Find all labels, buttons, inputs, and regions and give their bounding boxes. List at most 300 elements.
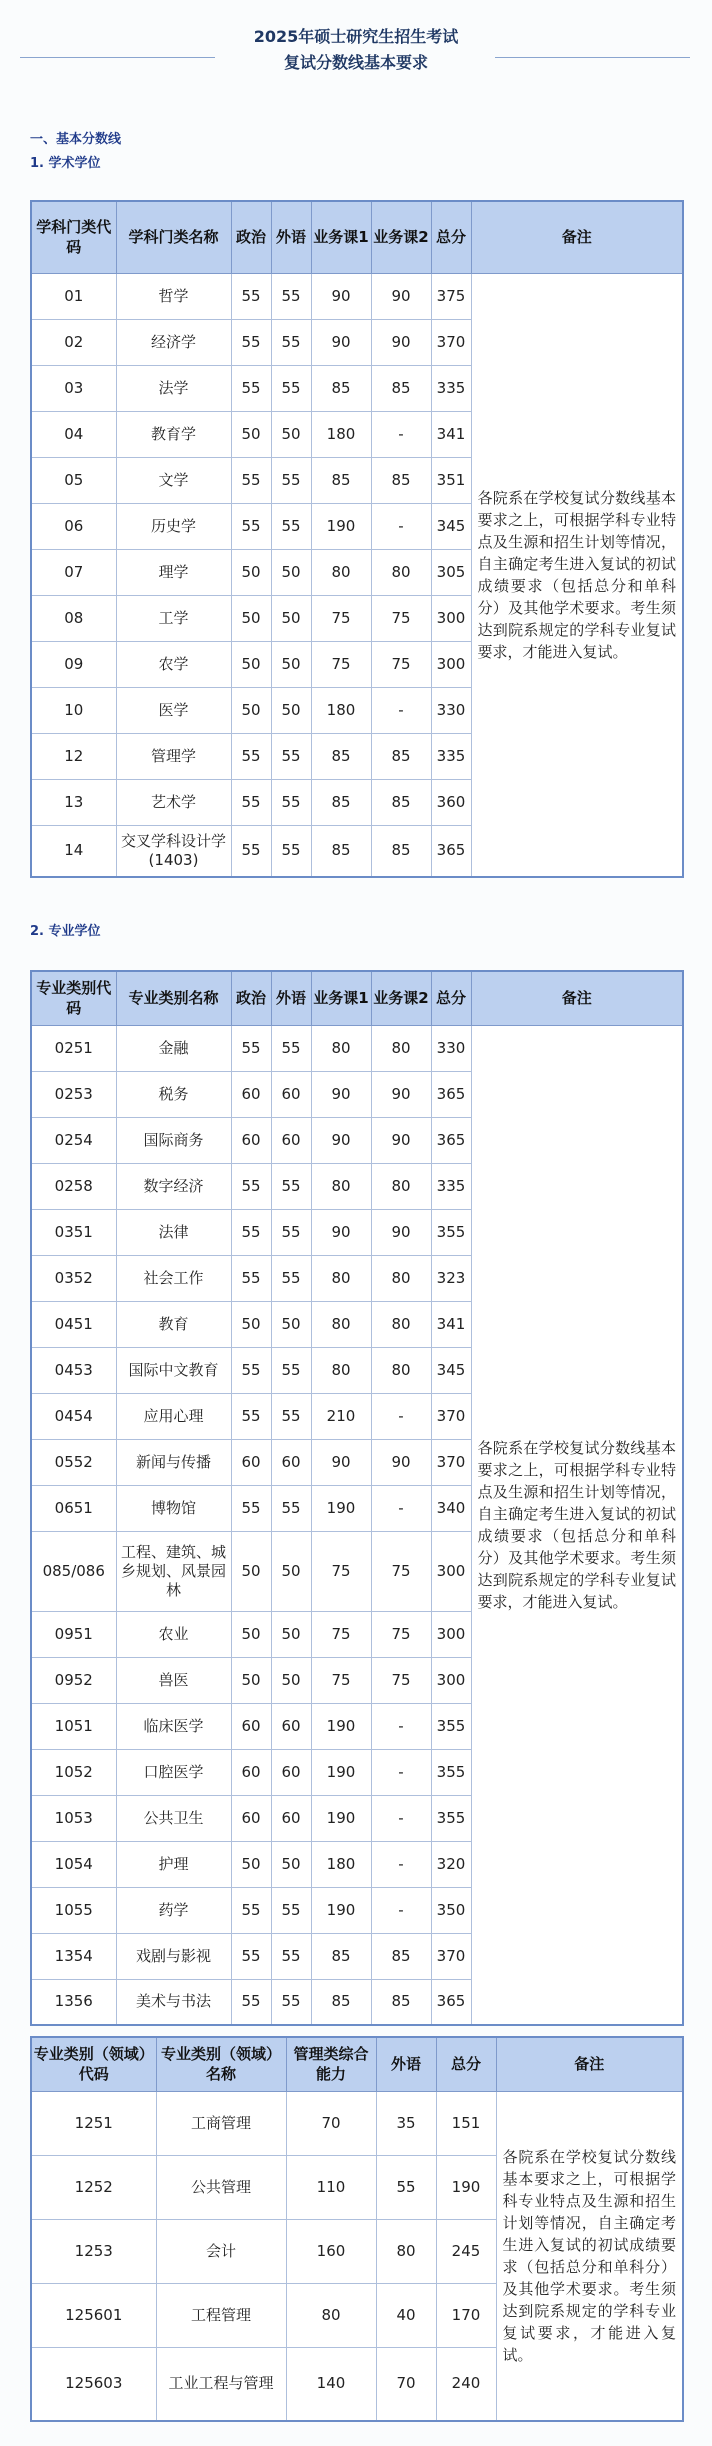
cell-foreign-language: 55	[271, 1933, 311, 1979]
cell-subject2: 80	[371, 1255, 431, 1301]
cell-name: 经济学	[116, 319, 231, 365]
cell-code: 1054	[31, 1841, 116, 1887]
cell-politics: 55	[231, 503, 271, 549]
cell-foreign-language: 55	[271, 503, 311, 549]
cell-foreign-language: 60	[271, 1795, 311, 1841]
cell-management-ability: 140	[286, 2347, 376, 2421]
cell-foreign-language: 50	[271, 641, 311, 687]
cell-total: 300	[431, 641, 471, 687]
cell-politics: 55	[231, 1255, 271, 1301]
cell-code: 0951	[31, 1611, 116, 1657]
cell-subject2: -	[371, 1485, 431, 1531]
cell-name: 税务	[116, 1071, 231, 1117]
cell-subject1: 90	[311, 1071, 371, 1117]
cell-politics: 55	[231, 457, 271, 503]
cell-subject2: -	[371, 411, 431, 457]
cell-code: 1251	[31, 2091, 156, 2155]
cell-subject1: 80	[311, 1163, 371, 1209]
cell-name: 美术与书法	[116, 1979, 231, 2025]
cell-total: 341	[431, 1301, 471, 1347]
cell-name: 教育学	[116, 411, 231, 457]
cell-total: 370	[431, 1439, 471, 1485]
cell-foreign-language: 70	[376, 2347, 436, 2421]
cell-code: 12	[31, 733, 116, 779]
academic-degree-table	[30, 200, 684, 878]
cell-subject2: 85	[371, 825, 431, 877]
cell-total: 300	[431, 1611, 471, 1657]
cell-name: 国际中文教育	[116, 1347, 231, 1393]
table-row	[31, 2091, 683, 2155]
table-header-row	[31, 201, 683, 273]
cell-code: 06	[31, 503, 116, 549]
cell-name: 工程、建筑、城乡规划、风景园林	[116, 1531, 231, 1611]
cell-politics: 50	[231, 1611, 271, 1657]
cell-subject1: 85	[311, 825, 371, 877]
header-code: 专业类别代码	[31, 971, 116, 1025]
cell-name: 工业工程与管理	[156, 2347, 286, 2421]
cell-name: 公共管理	[156, 2155, 286, 2219]
cell-subject1: 80	[311, 1301, 371, 1347]
cell-name: 临床医学	[116, 1703, 231, 1749]
cell-politics: 55	[231, 1347, 271, 1393]
cell-total: 335	[431, 1163, 471, 1209]
cell-foreign-language: 50	[271, 1531, 311, 1611]
cell-subject1: 180	[311, 1841, 371, 1887]
cell-foreign-language: 50	[271, 595, 311, 641]
cell-foreign-language: 40	[376, 2283, 436, 2347]
cell-subject2: -	[371, 1887, 431, 1933]
cell-subject1: 90	[311, 273, 371, 319]
table-row	[31, 273, 683, 319]
cell-subject1: 190	[311, 503, 371, 549]
cell-name: 管理学	[116, 733, 231, 779]
header-name: 专业类别名称	[116, 971, 231, 1025]
professional-degree-table	[30, 970, 684, 2026]
header-subject1: 业务课1	[311, 201, 371, 273]
header-name: 学科门类名称	[116, 201, 231, 273]
header-foreign-language: 外语	[376, 2037, 436, 2091]
cell-foreign-language: 55	[376, 2155, 436, 2219]
cell-code: 13	[31, 779, 116, 825]
section-heading-basic: 一、基本分数线	[30, 132, 122, 147]
cell-subject1: 210	[311, 1393, 371, 1439]
cell-total: 245	[436, 2219, 496, 2283]
cell-politics: 60	[231, 1703, 271, 1749]
title-rule-left	[20, 57, 215, 58]
cell-foreign-language: 55	[271, 365, 311, 411]
cell-subject2: 75	[371, 1611, 431, 1657]
cell-total: 345	[431, 1347, 471, 1393]
cell-foreign-language: 60	[271, 1117, 311, 1163]
cell-subject2: 80	[371, 549, 431, 595]
cell-total: 360	[431, 779, 471, 825]
cell-subject1: 85	[311, 1979, 371, 2025]
cell-foreign-language: 60	[271, 1439, 311, 1485]
cell-name: 哲学	[116, 273, 231, 319]
cell-code: 1051	[31, 1703, 116, 1749]
cell-total: 365	[431, 1117, 471, 1163]
cell-code: 0253	[31, 1071, 116, 1117]
cell-politics: 55	[231, 273, 271, 319]
cell-subject1: 90	[311, 1439, 371, 1485]
cell-name: 国际商务	[116, 1117, 231, 1163]
cell-subject2: 80	[371, 1025, 431, 1071]
cell-subject2: -	[371, 1703, 431, 1749]
cell-foreign-language: 35	[376, 2091, 436, 2155]
cell-subject1: 85	[311, 733, 371, 779]
cell-subject2: 80	[371, 1301, 431, 1347]
cell-total: 335	[431, 733, 471, 779]
cell-subject1: 75	[311, 641, 371, 687]
cell-name: 应用心理	[116, 1393, 231, 1439]
cell-code: 0258	[31, 1163, 116, 1209]
cell-code: 0451	[31, 1301, 116, 1347]
cell-code: 125601	[31, 2283, 156, 2347]
cell-code: 1053	[31, 1795, 116, 1841]
cell-subject1: 190	[311, 1795, 371, 1841]
cell-name: 新闻与传播	[116, 1439, 231, 1485]
cell-foreign-language: 55	[271, 457, 311, 503]
cell-subject1: 80	[311, 549, 371, 595]
cell-foreign-language: 55	[271, 779, 311, 825]
cell-politics: 55	[231, 1979, 271, 2025]
cell-total: 355	[431, 1209, 471, 1255]
cell-subject2: -	[371, 1795, 431, 1841]
cell-total: 320	[431, 1841, 471, 1887]
cell-total: 370	[431, 1393, 471, 1439]
cell-management-ability: 160	[286, 2219, 376, 2283]
table-header-row	[31, 971, 683, 1025]
cell-code: 0251	[31, 1025, 116, 1071]
cell-foreign-language: 50	[271, 1301, 311, 1347]
cell-total: 355	[431, 1749, 471, 1795]
cell-management-ability: 80	[286, 2283, 376, 2347]
cell-foreign-language: 55	[271, 733, 311, 779]
header-politics: 政治	[231, 201, 271, 273]
cell-management-ability: 110	[286, 2155, 376, 2219]
cell-code: 14	[31, 825, 116, 877]
header-note: 备注	[496, 2037, 683, 2091]
header-total: 总分	[436, 2037, 496, 2091]
cell-subject2: 85	[371, 1979, 431, 2025]
cell-name: 农学	[116, 641, 231, 687]
cell-politics: 50	[231, 1301, 271, 1347]
cell-code: 0351	[31, 1209, 116, 1255]
cell-politics: 50	[231, 641, 271, 687]
cell-total: 375	[431, 273, 471, 319]
cell-subject1: 80	[311, 1255, 371, 1301]
cell-total: 300	[431, 595, 471, 641]
cell-code: 05	[31, 457, 116, 503]
cell-name: 戏剧与影视	[116, 1933, 231, 1979]
cell-subject1: 180	[311, 687, 371, 733]
header-name: 专业类别（领域）名称	[156, 2037, 286, 2091]
cell-politics: 50	[231, 1841, 271, 1887]
cell-subject2: 85	[371, 779, 431, 825]
cell-total: 300	[431, 1657, 471, 1703]
page-subtitle: 复试分数线基本要求	[283, 53, 428, 72]
cell-foreign-language: 60	[271, 1749, 311, 1795]
cell-name: 艺术学	[116, 779, 231, 825]
cell-name: 农业	[116, 1611, 231, 1657]
cell-subject1: 75	[311, 1531, 371, 1611]
cell-foreign-language: 55	[271, 1887, 311, 1933]
cell-politics: 60	[231, 1795, 271, 1841]
cell-total: 323	[431, 1255, 471, 1301]
cell-subject1: 190	[311, 1749, 371, 1795]
cell-total: 365	[431, 1071, 471, 1117]
cell-politics: 50	[231, 687, 271, 733]
header-politics: 政治	[231, 971, 271, 1025]
page-header	[0, 24, 712, 76]
cell-politics: 55	[231, 1209, 271, 1255]
cell-total: 365	[431, 825, 471, 877]
cell-foreign-language: 50	[271, 1657, 311, 1703]
cell-subject2: 80	[371, 1163, 431, 1209]
management-degree-table	[30, 2036, 684, 2422]
cell-code: 125603	[31, 2347, 156, 2421]
cell-subject2: 90	[371, 1209, 431, 1255]
cell-subject2: 90	[371, 1439, 431, 1485]
cell-foreign-language: 55	[271, 1979, 311, 2025]
cell-total: 305	[431, 549, 471, 595]
cell-politics: 55	[231, 1485, 271, 1531]
cell-subject1: 180	[311, 411, 371, 457]
cell-foreign-language: 50	[271, 1841, 311, 1887]
cell-total: 240	[436, 2347, 496, 2421]
academic-note: 各院系在学校复试分数线基本要求之上，可根据学科专业特点及生源和招生计划等情况，自主确定考生进入复试的初试成绩要求（包括总分和单科分）及其他学术要求。考生须达到院系规定的学科专业复试要求，才能进入复试。	[471, 273, 683, 877]
cell-name: 法学	[116, 365, 231, 411]
cell-subject2: 90	[371, 1117, 431, 1163]
cell-total: 340	[431, 1485, 471, 1531]
cell-politics: 50	[231, 595, 271, 641]
cell-code: 10	[31, 687, 116, 733]
management-note: 各院系在学校复试分数线基本要求之上，可根据学科专业特点及生源和招生计划等情况，自主确定考生进入复试的初试成绩要求（包括总分和单科分）及其他学术要求。考生须达到院系规定的学科专业复试要求，才能进入复试。	[496, 2091, 683, 2421]
header-subject1: 业务课1	[311, 971, 371, 1025]
cell-politics: 55	[231, 365, 271, 411]
cell-subject2: 75	[371, 1657, 431, 1703]
cell-subject2: 90	[371, 273, 431, 319]
cell-subject1: 90	[311, 319, 371, 365]
cell-politics: 55	[231, 1025, 271, 1071]
cell-foreign-language: 55	[271, 1347, 311, 1393]
cell-total: 355	[431, 1703, 471, 1749]
cell-foreign-language: 55	[271, 1163, 311, 1209]
cell-code: 1252	[31, 2155, 156, 2219]
cell-total: 345	[431, 503, 471, 549]
cell-name: 博物馆	[116, 1485, 231, 1531]
cell-foreign-language: 55	[271, 1393, 311, 1439]
cell-code: 0454	[31, 1393, 116, 1439]
header-foreign-language: 外语	[271, 201, 311, 273]
cell-foreign-language: 60	[271, 1703, 311, 1749]
cell-politics: 55	[231, 1163, 271, 1209]
cell-name: 口腔医学	[116, 1749, 231, 1795]
section-sub-professional: 2. 专业学位	[30, 924, 101, 939]
page-title: 2025年硕士研究生招生考试	[253, 27, 459, 46]
cell-total: 350	[431, 1887, 471, 1933]
cell-code: 085/086	[31, 1531, 116, 1611]
cell-name: 公共卫生	[116, 1795, 231, 1841]
header-management-ability: 管理类综合能力	[286, 2037, 376, 2091]
cell-foreign-language: 55	[271, 319, 311, 365]
cell-foreign-language: 60	[271, 1071, 311, 1117]
cell-code: 1055	[31, 1887, 116, 1933]
cell-total: 355	[431, 1795, 471, 1841]
cell-politics: 50	[231, 1531, 271, 1611]
cell-subject2: 75	[371, 1531, 431, 1611]
cell-foreign-language: 50	[271, 1611, 311, 1657]
cell-total: 370	[431, 1933, 471, 1979]
header-subject2: 业务课2	[371, 971, 431, 1025]
cell-subject1: 190	[311, 1887, 371, 1933]
cell-total: 351	[431, 457, 471, 503]
cell-politics: 55	[231, 1887, 271, 1933]
cell-politics: 50	[231, 411, 271, 457]
cell-politics: 55	[231, 1933, 271, 1979]
cell-name: 药学	[116, 1887, 231, 1933]
cell-code: 03	[31, 365, 116, 411]
cell-name: 工学	[116, 595, 231, 641]
cell-total: 330	[431, 1025, 471, 1071]
cell-name: 会计	[156, 2219, 286, 2283]
cell-foreign-language: 55	[271, 1025, 311, 1071]
cell-foreign-language: 50	[271, 549, 311, 595]
cell-total: 341	[431, 411, 471, 457]
cell-subject2: -	[371, 1841, 431, 1887]
cell-name: 医学	[116, 687, 231, 733]
cell-subject1: 75	[311, 1611, 371, 1657]
cell-code: 04	[31, 411, 116, 457]
section-sub-academic: 1. 学术学位	[30, 156, 101, 171]
cell-total: 335	[431, 365, 471, 411]
cell-foreign-language: 50	[271, 411, 311, 457]
cell-politics: 60	[231, 1117, 271, 1163]
cell-subject1: 80	[311, 1025, 371, 1071]
cell-code: 1052	[31, 1749, 116, 1795]
cell-politics: 55	[231, 319, 271, 365]
cell-foreign-language: 55	[271, 1209, 311, 1255]
cell-code: 01	[31, 273, 116, 319]
header-note: 备注	[471, 201, 683, 273]
cell-code: 1354	[31, 1933, 116, 1979]
cell-politics: 60	[231, 1071, 271, 1117]
cell-name: 金融	[116, 1025, 231, 1071]
cell-foreign-language: 80	[376, 2219, 436, 2283]
cell-name: 理学	[116, 549, 231, 595]
cell-subject2: 80	[371, 1347, 431, 1393]
cell-total: 330	[431, 687, 471, 733]
cell-subject1: 85	[311, 1933, 371, 1979]
cell-subject1: 90	[311, 1117, 371, 1163]
cell-subject1: 85	[311, 365, 371, 411]
cell-subject1: 75	[311, 1657, 371, 1703]
cell-name: 工程管理	[156, 2283, 286, 2347]
cell-name: 数字经济	[116, 1163, 231, 1209]
cell-politics: 55	[231, 733, 271, 779]
cell-total: 365	[431, 1979, 471, 2025]
cell-code: 1356	[31, 1979, 116, 2025]
cell-politics: 55	[231, 1393, 271, 1439]
cell-foreign-language: 55	[271, 1255, 311, 1301]
cell-code: 07	[31, 549, 116, 595]
cell-code: 0254	[31, 1117, 116, 1163]
cell-total: 190	[436, 2155, 496, 2219]
title-rule-right	[495, 57, 690, 58]
cell-subject1: 190	[311, 1703, 371, 1749]
header-code: 专业类别（领域）代码	[31, 2037, 156, 2091]
cell-politics: 50	[231, 1657, 271, 1703]
cell-subject2: 85	[371, 365, 431, 411]
cell-code: 1253	[31, 2219, 156, 2283]
cell-code: 08	[31, 595, 116, 641]
cell-name: 兽医	[116, 1657, 231, 1703]
header-total: 总分	[431, 971, 471, 1025]
cell-politics: 55	[231, 825, 271, 877]
cell-politics: 60	[231, 1749, 271, 1795]
cell-politics: 50	[231, 549, 271, 595]
cell-subject2: 85	[371, 733, 431, 779]
cell-foreign-language: 55	[271, 825, 311, 877]
cell-subject1: 85	[311, 457, 371, 503]
cell-total: 370	[431, 319, 471, 365]
cell-code: 09	[31, 641, 116, 687]
cell-subject2: 85	[371, 457, 431, 503]
header-code: 学科门类代码	[31, 201, 116, 273]
cell-subject2: 75	[371, 595, 431, 641]
cell-code: 0552	[31, 1439, 116, 1485]
cell-foreign-language: 50	[271, 687, 311, 733]
header-foreign-language: 外语	[271, 971, 311, 1025]
cell-politics: 60	[231, 1439, 271, 1485]
table-row	[31, 1025, 683, 1071]
cell-subject1: 90	[311, 1209, 371, 1255]
cell-code: 0352	[31, 1255, 116, 1301]
cell-politics: 55	[231, 779, 271, 825]
cell-subject1: 190	[311, 1485, 371, 1531]
cell-subject2: -	[371, 1393, 431, 1439]
cell-name: 交叉学科设计学(1403)	[116, 825, 231, 877]
cell-name: 护理	[116, 1841, 231, 1887]
cell-name: 工商管理	[156, 2091, 286, 2155]
cell-code: 0651	[31, 1485, 116, 1531]
cell-subject1: 80	[311, 1347, 371, 1393]
cell-subject2: -	[371, 503, 431, 549]
cell-code: 0453	[31, 1347, 116, 1393]
cell-name: 历史学	[116, 503, 231, 549]
cell-subject1: 75	[311, 595, 371, 641]
cell-management-ability: 70	[286, 2091, 376, 2155]
professional-note: 各院系在学校复试分数线基本要求之上，可根据学科专业特点及生源和招生计划等情况，自主确定考生进入复试的初试成绩要求（包括总分和单科分）及其他学术要求。考生须达到院系规定的学科专业复试要求，才能进入复试。	[471, 1025, 683, 2025]
table-header-row	[31, 2037, 683, 2091]
cell-subject2: 75	[371, 641, 431, 687]
cell-foreign-language: 55	[271, 1485, 311, 1531]
header-note: 备注	[471, 971, 683, 1025]
header-subject2: 业务课2	[371, 201, 431, 273]
cell-subject2: 90	[371, 319, 431, 365]
cell-name: 文学	[116, 457, 231, 503]
cell-name: 教育	[116, 1301, 231, 1347]
cell-subject2: -	[371, 1749, 431, 1795]
cell-subject2: 90	[371, 1071, 431, 1117]
cell-total: 300	[431, 1531, 471, 1611]
cell-foreign-language: 55	[271, 273, 311, 319]
cell-name: 法律	[116, 1209, 231, 1255]
cell-subject2: 85	[371, 1933, 431, 1979]
cell-subject2: -	[371, 687, 431, 733]
header-total: 总分	[431, 201, 471, 273]
cell-subject1: 85	[311, 779, 371, 825]
